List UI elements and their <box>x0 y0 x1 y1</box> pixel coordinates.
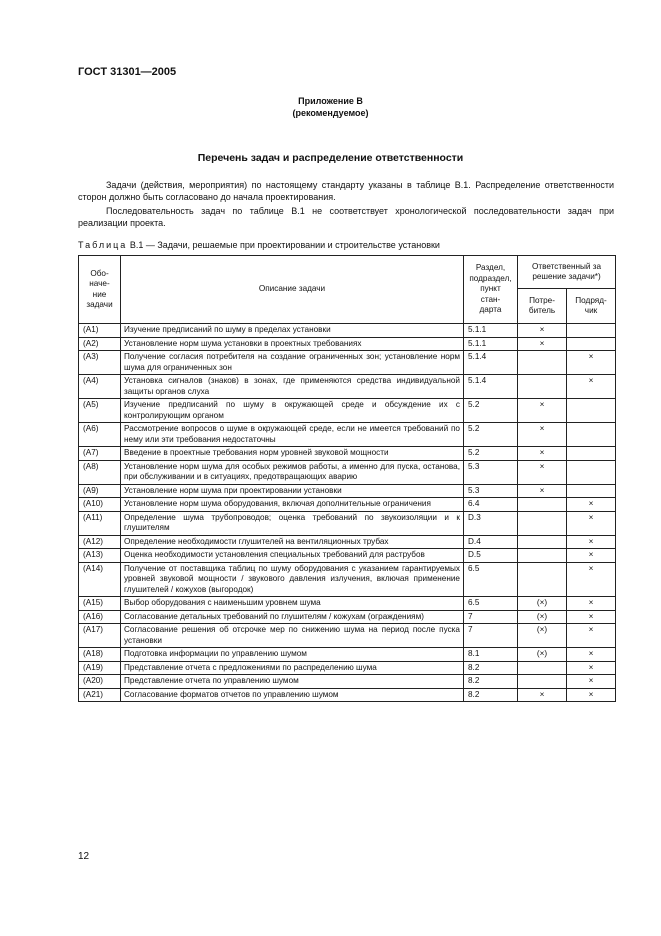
table-row <box>79 337 616 351</box>
header-responsible: Ответственный за решение задачи*) <box>518 256 616 289</box>
consumer-mark <box>518 661 567 675</box>
contractor-mark <box>567 423 616 447</box>
task-description: Подготовка информации по управлению шумом <box>121 648 464 662</box>
task-section: 7 <box>464 610 518 624</box>
consumer-mark <box>518 511 567 535</box>
consumer-mark: × <box>518 688 567 702</box>
task-description: Рассмотрение вопросов о шуме в окружающей среде, если не имеется требований по нему или эти требования недостаточны <box>121 423 464 447</box>
consumer-mark: × <box>518 460 567 484</box>
table-row <box>79 661 616 675</box>
task-section: 8.2 <box>464 688 518 702</box>
table-row <box>79 511 616 535</box>
consumer-mark: × <box>518 337 567 351</box>
annex-title: Приложение В <box>298 96 363 106</box>
contractor-mark <box>567 447 616 461</box>
table-row <box>79 624 616 648</box>
task-code: (А21) <box>79 688 121 702</box>
intro-paragraph-1 <box>78 179 614 203</box>
task-code: (А15) <box>79 597 121 611</box>
task-code: (А6) <box>79 423 121 447</box>
task-description: Изучение предписаний по шуму в пределах установки <box>121 324 464 338</box>
task-section: 5.2 <box>464 399 518 423</box>
task-section: 5.3 <box>464 460 518 484</box>
consumer-mark <box>518 675 567 689</box>
consumer-mark <box>518 351 567 375</box>
table-row <box>79 447 616 461</box>
contractor-mark: × <box>567 562 616 597</box>
task-code: (А5) <box>79 399 121 423</box>
contractor-mark <box>567 324 616 338</box>
task-code: (А8) <box>79 460 121 484</box>
consumer-mark <box>518 375 567 399</box>
task-description: Получение согласия потребителя на создание ограниченных зон; установление норм шума для ограниченных зон <box>121 351 464 375</box>
task-description: Определение необходимости глушителей на вентиляционных трубах <box>121 535 464 549</box>
header-code: Обо- наче- ние задачи <box>79 256 121 324</box>
consumer-mark: × <box>518 399 567 423</box>
contractor-mark: × <box>567 511 616 535</box>
task-section: 5.1.4 <box>464 375 518 399</box>
table-row <box>79 460 616 484</box>
task-section: 5.3 <box>464 484 518 498</box>
consumer-mark: (×) <box>518 597 567 611</box>
table-caption-label: Таблица <box>78 240 128 250</box>
task-code: (А19) <box>79 661 121 675</box>
task-code: (А7) <box>79 447 121 461</box>
annex-heading: Перечень задач и распределение ответственности <box>197 152 464 164</box>
contractor-mark: × <box>567 549 616 563</box>
intro-paragraph-1-text: Задачи (действия, мероприятия) по настоящему стандарту указаны в таблице В.1. Распределение ответственности сторон должно быть согласовано до начала проектирования. <box>78 180 614 202</box>
table-caption <box>78 240 440 250</box>
tasks-table <box>78 255 616 702</box>
task-description: Введение в проектные требования норм уровней звуковой мощности <box>121 447 464 461</box>
task-description: Установка сигналов (знаков) в зонах, где применяются средства индивидуальной защиты органов слуха <box>121 375 464 399</box>
table-row <box>79 675 616 689</box>
task-description: Представление отчета с предложениями по распределению шума <box>121 661 464 675</box>
task-code: (А11) <box>79 511 121 535</box>
task-section: 6.4 <box>464 498 518 512</box>
task-description: Получение от поставщика таблиц по шуму оборудования с указанием гарантируемых уровней звуковой мощности / звукового давления излучения, включая применение глушителей / кожухов (выгородок) <box>121 562 464 597</box>
table-row <box>79 324 616 338</box>
task-code: (А16) <box>79 610 121 624</box>
consumer-mark: (×) <box>518 610 567 624</box>
table-row <box>79 549 616 563</box>
task-description: Представление отчета по управлению шумом <box>121 675 464 689</box>
header-consumer: Потре- битель <box>518 289 567 324</box>
consumer-mark <box>518 535 567 549</box>
table-row <box>79 351 616 375</box>
task-section: 5.1.4 <box>464 351 518 375</box>
table-row <box>79 562 616 597</box>
task-description: Оценка необходимости установления специальных требований для раструбов <box>121 549 464 563</box>
consumer-mark <box>518 498 567 512</box>
task-section: D.4 <box>464 535 518 549</box>
contractor-mark: × <box>567 351 616 375</box>
contractor-mark <box>567 337 616 351</box>
contractor-mark: × <box>567 688 616 702</box>
task-code: (А4) <box>79 375 121 399</box>
task-section: 7 <box>464 624 518 648</box>
table-row <box>79 688 616 702</box>
task-code: (А20) <box>79 675 121 689</box>
task-code: (А10) <box>79 498 121 512</box>
task-description: Согласование решения об отсрочке мер по снижению шума на период после пуска установки <box>121 624 464 648</box>
contractor-mark <box>567 460 616 484</box>
intro-paragraph-2 <box>78 205 614 229</box>
task-section: 5.2 <box>464 447 518 461</box>
table-row <box>79 423 616 447</box>
task-code: (А18) <box>79 648 121 662</box>
contractor-mark: × <box>567 675 616 689</box>
task-code: (А17) <box>79 624 121 648</box>
consumer-mark: × <box>518 324 567 338</box>
header-description: Описание задачи <box>121 256 464 324</box>
task-section: 5.1.1 <box>464 337 518 351</box>
task-description: Установление норм шума оборудования, включая дополнительные ограничения <box>121 498 464 512</box>
table-row <box>79 498 616 512</box>
contractor-mark: × <box>567 624 616 648</box>
contractor-mark: × <box>567 535 616 549</box>
table-row <box>79 399 616 423</box>
task-description: Установление норм шума для особых режимов работы, а именно для пуска, останова, при обслуживании и в ситуациях, предотвращающих аварию <box>121 460 464 484</box>
header-section: Раздел, подраздел, пункт стан- дарта <box>464 256 518 324</box>
annex-status: (рекомендуемое) <box>292 108 369 118</box>
table-row <box>79 648 616 662</box>
task-section: 8.2 <box>464 675 518 689</box>
standard-code: ГОСТ 31301—2005 <box>78 66 177 78</box>
task-code: (А9) <box>79 484 121 498</box>
task-code: (А14) <box>79 562 121 597</box>
contractor-mark: × <box>567 610 616 624</box>
contractor-mark: × <box>567 375 616 399</box>
task-section: D.3 <box>464 511 518 535</box>
task-description: Выбор оборудования с наименьшим уровнем шума <box>121 597 464 611</box>
task-section: 5.1.1 <box>464 324 518 338</box>
task-section: 6.5 <box>464 597 518 611</box>
contractor-mark: × <box>567 498 616 512</box>
table-row <box>79 484 616 498</box>
task-section: 5.2 <box>464 423 518 447</box>
task-code: (А13) <box>79 549 121 563</box>
page-number: 12 <box>78 851 90 862</box>
task-section: 6.5 <box>464 562 518 597</box>
table-row <box>79 535 616 549</box>
contractor-mark: × <box>567 648 616 662</box>
task-section: 8.1 <box>464 648 518 662</box>
contractor-mark: × <box>567 661 616 675</box>
contractor-mark: × <box>567 597 616 611</box>
intro-paragraph-2-text: Последовательность задач по таблице В.1 не соответствует хронологической последовательности задач при реализации проекта. <box>78 206 614 228</box>
contractor-mark <box>567 484 616 498</box>
task-section: D.5 <box>464 549 518 563</box>
task-description: Согласование форматов отчетов по управлению шумом <box>121 688 464 702</box>
task-description: Установление норм шума установки в проектных требованиях <box>121 337 464 351</box>
consumer-mark: × <box>518 484 567 498</box>
consumer-mark <box>518 562 567 597</box>
table-caption-text: В.1 — Задачи, решаемые при проектировании и строительстве установки <box>129 240 440 250</box>
task-section: 8.2 <box>464 661 518 675</box>
task-description: Изучение предписаний по шуму в окружающей среде и обсуждение их с контролирующим органом <box>121 399 464 423</box>
table-body <box>79 324 616 702</box>
task-code: (А12) <box>79 535 121 549</box>
table-row <box>79 610 616 624</box>
task-code: (А2) <box>79 337 121 351</box>
task-description: Определение шума трубопроводов; оценка требований по звукоизоляции и к глушителям <box>121 511 464 535</box>
task-description: Согласование детальных требований по глушителям / кожухам (ограждениям) <box>121 610 464 624</box>
table-row <box>79 597 616 611</box>
consumer-mark: (×) <box>518 648 567 662</box>
table-row <box>79 375 616 399</box>
consumer-mark: × <box>518 447 567 461</box>
contractor-mark <box>567 399 616 423</box>
consumer-mark: × <box>518 423 567 447</box>
task-description: Установление норм шума при проектировании установки <box>121 484 464 498</box>
consumer-mark <box>518 549 567 563</box>
task-code: (А1) <box>79 324 121 338</box>
task-code: (А3) <box>79 351 121 375</box>
consumer-mark: (×) <box>518 624 567 648</box>
header-contractor: Подряд- чик <box>567 289 616 324</box>
